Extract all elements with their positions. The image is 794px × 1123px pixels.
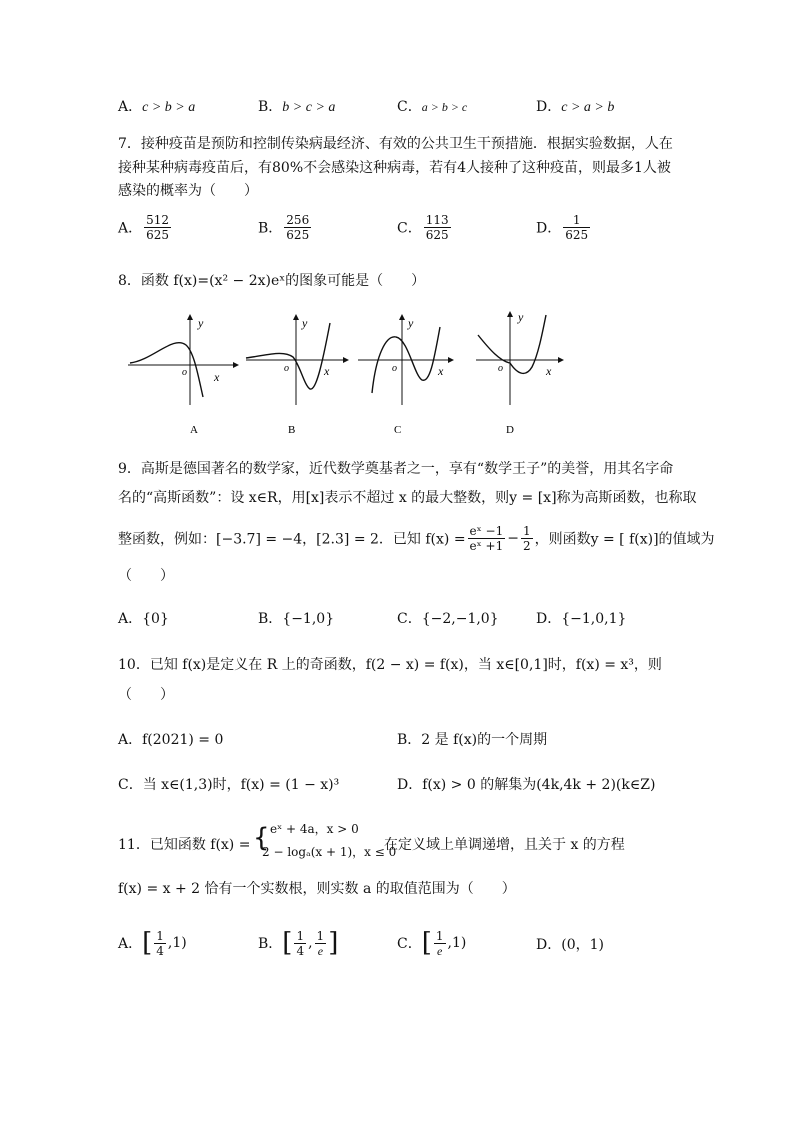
q10-option-a: A．f(2021) = 0	[118, 732, 224, 748]
q11-option-c: C．[ $\frac{1}{e}$ ,1)	[397, 928, 467, 958]
q9-option-b: B．{−1,0}	[258, 611, 335, 627]
q11-option-d: D．(0，1)	[536, 937, 604, 953]
graph-c	[358, 314, 454, 435]
q11-brace: {	[253, 823, 270, 853]
q8-stem: 8．函数 f(x)=(x² − 2x)eˣ的图象可能是（ ）	[118, 273, 426, 289]
graph-b-caption: B	[288, 424, 296, 435]
q9-line-2: 名的“高斯函数”：设 x∈R，用[x]表示不超过 x 的最大整数，则y = [x]称为高斯函数，也称取	[118, 490, 697, 506]
q8-graphs	[118, 305, 578, 435]
q9-line-3: 整函数，例如：[−3.7] = −4，[2.3] = 2．已知 f(x) = $\frac{\text{eˣ −1}}{\text{eˣ +1}}$ − $\frac{1}{2}$ ，则函数y = [ f(x)]的值域为	[118, 524, 715, 553]
graph-c-caption: C	[394, 424, 402, 435]
q11-case-2: 2 − logₐ(x + 1)，x ≤ 0	[262, 845, 397, 859]
q7-option-b: B． $\frac{256}{625}$	[258, 213, 310, 242]
graph-a-y-label: y	[198, 316, 204, 330]
graph-a-caption: A	[190, 424, 198, 435]
q10-line-1: 10．已知 f(x)是定义在 R 上的奇函数，f(2 − x) = f(x)，当 x∈[0,1]时，f(x) = x³，则	[118, 657, 662, 673]
graph-c-origin: o	[392, 363, 397, 374]
q9-option-a: A．{0}	[118, 611, 169, 627]
graph-c-x-label: x	[438, 364, 444, 378]
q11-case-1: eˣ + 4a，x > 0	[270, 822, 359, 836]
q11-line-2: f(x) = x + 2 恰有一个实数根，则实数 a 的取值范围为（ ）	[118, 881, 516, 897]
q11-option-a: A．[ $\frac{1}{4}$ ,1)	[118, 928, 187, 958]
q9-option-c: C．{−2,−1,0}	[397, 611, 499, 627]
q7-option-d: D． $\frac{1}{625}$	[536, 213, 589, 242]
q10-option-d: D．f(x) > 0 的解集为(4k,4k + 2)(k∈Z)	[397, 777, 656, 793]
graph-a-origin: o	[182, 367, 187, 378]
q7-line-3: 感染的概率为（ ）	[118, 183, 258, 199]
graph-c-y-label: y	[408, 316, 414, 330]
graph-d-x-label: x	[546, 364, 552, 378]
q10-line-2: （ ）	[118, 687, 174, 703]
graph-d-caption: D	[506, 424, 514, 435]
graph-b-x-label: x	[324, 364, 330, 378]
graph-a-x-label: x	[214, 370, 220, 384]
q7-line-1: 7．接种疫苗是预防和控制传染病最经济、有效的公共卫生干预措施．根据实验数据，人在	[118, 136, 673, 152]
q11-suffix: 在定义域上单调递增，且关于 x 的方程	[384, 837, 625, 853]
comma: ,	[308, 935, 313, 951]
graph-d-y-label: y	[518, 310, 524, 324]
q6-option-a: A．c > b > a	[118, 99, 196, 115]
graph-a	[128, 314, 239, 435]
q10-option-b: B．2 是 f(x)的一个周期	[397, 732, 548, 748]
q7-option-a: A． $\frac{512}{625}$	[118, 213, 170, 242]
q9-line-4: （ ）	[118, 568, 174, 584]
graph-b-y-label: y	[302, 316, 308, 330]
q11-prefix: 11．已知函数 f(x) =	[118, 837, 251, 853]
q6-option-c: C．a > b > c	[397, 99, 468, 115]
q9-line-1: 9．高斯是德国著名的数学家，近代数学奠基者之一，享有“数学王子”的美誉，用其名字命	[118, 461, 674, 477]
graph-b-origin: o	[284, 363, 289, 374]
q9-option-d: D．{−1,0,1}	[536, 611, 627, 627]
graph-d	[476, 310, 564, 435]
graph-d-origin: o	[498, 363, 503, 374]
q7-option-c: C． $\frac{113}{625}$	[397, 213, 449, 242]
q6-option-b: B．b > c > a	[258, 99, 336, 115]
graph-b	[246, 314, 349, 435]
q6-option-d: D．c > a > b	[536, 99, 615, 115]
q7-line-2: 接种某种病毒疫苗后，有80%不会感染这种病毒，若有4人接种了这种疫苗，则最多1人被	[118, 160, 671, 176]
q11-option-b: B．[ $\frac{1}{4}$ , $\frac{1}{e}$ ]	[258, 928, 339, 958]
q10-option-c: C．当 x∈(1,3)时，f(x) = (1 − x)³	[118, 777, 340, 793]
